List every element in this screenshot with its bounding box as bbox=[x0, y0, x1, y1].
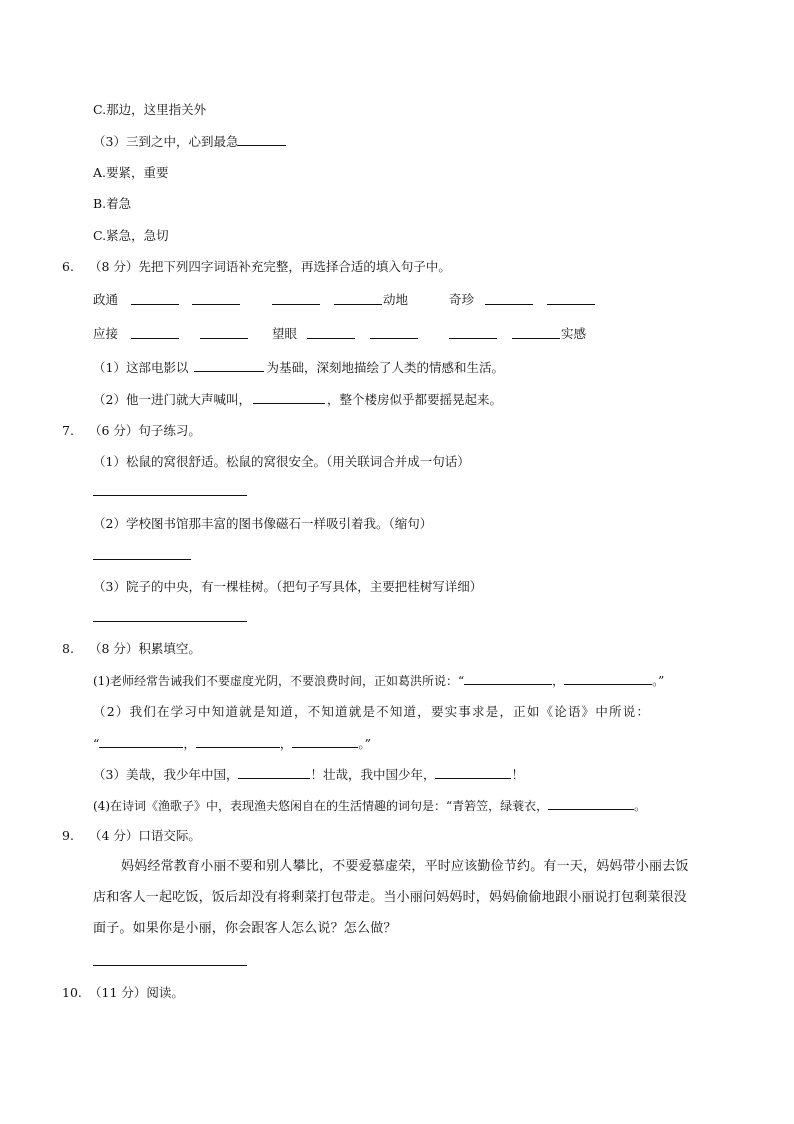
q8-s2-comma-1: ， bbox=[183, 736, 196, 751]
q8-s3-c: ！ bbox=[511, 767, 524, 782]
q5-sub3 bbox=[93, 133, 286, 150]
q10-number: 10. bbox=[62, 985, 82, 1000]
q9-paragraph-line-3: 面子。如果你是小丽，你会跟客人怎么说？怎么做？ bbox=[93, 921, 397, 936]
q8-sentence-1 bbox=[93, 672, 664, 689]
answer-blank[interactable] bbox=[435, 766, 511, 779]
q8-s1-comma: ， bbox=[552, 674, 565, 688]
q6-word-5: 望眼 bbox=[272, 326, 298, 341]
answer-blank[interactable] bbox=[512, 326, 560, 339]
q8-sentence-4 bbox=[93, 797, 646, 814]
q8-sentence-2: （2）我们在学习中知道就是知道，不知道就是不知道，要实事求是，正如《论语》中所说： bbox=[93, 704, 651, 719]
q5-option-a: A.要紧，重要 bbox=[93, 165, 169, 180]
q9-paragraph-line-2: 店和客人一起吃饭，饭后却没有将剩菜打包带走。当小丽问妈妈时，妈妈偷偷地跟小丽说打包剩菜很没 bbox=[93, 890, 688, 905]
answer-blank[interactable] bbox=[370, 326, 418, 339]
q8-s4-before: (4)在诗词《渔歌子》中，表现渔夫悠闲自在的生活情趣的词句是：“青箬笠，绿蓑衣， bbox=[93, 799, 549, 813]
q6-s2-before: （2）他一进门就大声喊叫， bbox=[93, 392, 251, 407]
q6-word-6: 实感 bbox=[561, 326, 587, 341]
q5-option-c: C.紧急，急切 bbox=[93, 228, 169, 243]
answer-blank[interactable] bbox=[564, 672, 652, 685]
q6-s2-after: ，整个楼房似乎都要摇晃起来。 bbox=[326, 392, 502, 407]
answer-blank[interactable] bbox=[196, 735, 280, 748]
q8-s1-end: 。” bbox=[652, 674, 665, 688]
q7-sentence-2: （2）学校图书馆那丰富的图书像磁石一样吸引着我。（缩句） bbox=[93, 516, 433, 531]
q6-sentence-2 bbox=[93, 391, 502, 408]
q5-option-b: B.着急 bbox=[93, 196, 132, 211]
q6-s1-after: 为基础，深刻地描绘了人类的情感和生活。 bbox=[266, 360, 504, 375]
answer-blank[interactable] bbox=[238, 766, 310, 779]
q8-stem: （8 分）积累填空。 bbox=[89, 641, 201, 656]
q8-s1-before: (1)老师经常告诫我们不要虚度光阴，不要浪费时间，正如葛洪所说：“ bbox=[93, 674, 465, 688]
q8-s3-a: （3）美哉，我少年中国， bbox=[93, 767, 239, 782]
q7-stem: （6 分）句子练习。 bbox=[89, 423, 201, 438]
q6-word-1: 政通 bbox=[93, 292, 119, 307]
q8-s2-open-quote: “ bbox=[93, 736, 100, 751]
answer-blank[interactable] bbox=[464, 672, 552, 685]
answer-line[interactable] bbox=[93, 621, 247, 622]
q6-s1-before: （1）这部电影以 bbox=[93, 360, 189, 375]
answer-blank[interactable] bbox=[272, 292, 320, 305]
answer-blank[interactable] bbox=[485, 292, 533, 305]
answer-blank[interactable] bbox=[548, 797, 634, 810]
answer-blank[interactable] bbox=[547, 292, 595, 305]
q9-number: 9. bbox=[62, 828, 74, 843]
q8-s3-b: ！壮哉，我中国少年， bbox=[310, 767, 436, 782]
q6-stem: （8 分）先把下列四字词语补充完整，再选择合适的填入句子中。 bbox=[89, 259, 451, 274]
answer-blank[interactable] bbox=[192, 292, 240, 305]
answer-blank[interactable] bbox=[449, 326, 497, 339]
q10-stem: （11 分）阅读。 bbox=[89, 985, 184, 1000]
answer-blank[interactable] bbox=[99, 735, 183, 748]
answer-blank[interactable] bbox=[253, 391, 325, 404]
answer-line[interactable] bbox=[93, 559, 191, 560]
q5-sub3-text: （3）三到之中，心到最急 bbox=[93, 134, 239, 149]
answer-blank[interactable] bbox=[200, 326, 248, 339]
answer-blank[interactable] bbox=[292, 735, 358, 748]
answer-blank[interactable] bbox=[238, 133, 286, 146]
q8-s2-end: 。” bbox=[358, 736, 372, 751]
q8-s2-comma-2: ， bbox=[279, 736, 293, 751]
q6-word-3: 奇珍 bbox=[449, 292, 475, 307]
answer-blank[interactable] bbox=[131, 292, 179, 305]
q8-number: 8. bbox=[62, 641, 74, 656]
q9-paragraph-line-1: 妈妈经常教育小丽不要和别人攀比，不要爱慕虚荣，平时应该勤俭节约。有一天，妈妈带小丽去饭 bbox=[121, 859, 689, 874]
answer-blank[interactable] bbox=[131, 326, 179, 339]
answer-blank[interactable] bbox=[334, 292, 382, 305]
q7-sentence-3: （3）院子的中央，有一棵桂树。（把句子写具体，主要把桂树写详细） bbox=[93, 579, 483, 594]
q6-word-2: 动地 bbox=[383, 292, 409, 307]
q6-word-4: 应接 bbox=[93, 326, 119, 341]
q9-stem: （4 分）口语交际。 bbox=[89, 828, 201, 843]
q8-s4-end: 。 bbox=[634, 799, 647, 813]
answer-line[interactable] bbox=[93, 495, 247, 496]
q6-sentence-1 bbox=[93, 359, 504, 376]
q8-sentence-2-answers bbox=[93, 735, 371, 752]
answer-blank[interactable] bbox=[307, 326, 355, 339]
answer-blank[interactable] bbox=[194, 359, 264, 372]
q7-sentence-1: （1）松鼠的窝很舒适。松鼠的窝很安全。（用关联词合并成一句话） bbox=[93, 454, 470, 469]
q8-sentence-3 bbox=[93, 766, 524, 783]
q5-option-c-prev: C.那边，这里指关外 bbox=[93, 102, 207, 117]
q7-number: 7. bbox=[62, 423, 74, 438]
q6-number: 6. bbox=[62, 259, 74, 274]
answer-line[interactable] bbox=[93, 965, 247, 966]
